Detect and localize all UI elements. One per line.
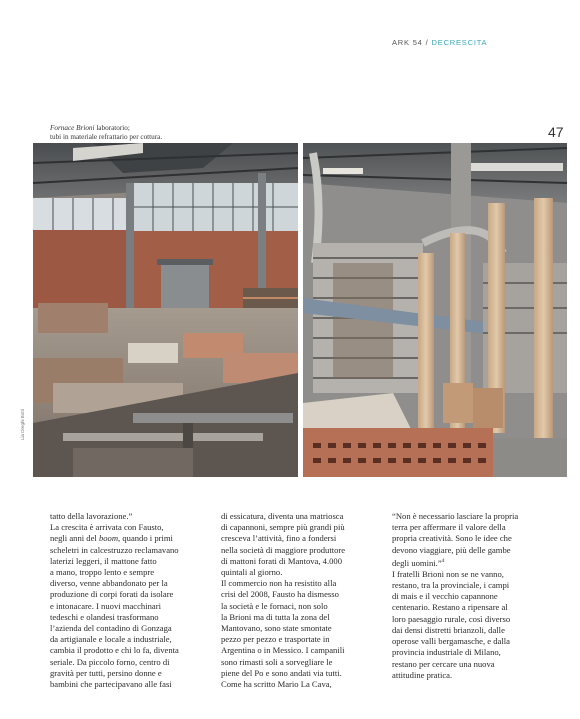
section-label: DECRESCITA — [431, 38, 488, 47]
text-line: Come ha scritto Mario La Cava, — [221, 679, 332, 690]
text-line: produzione di corpi forati da isolare — [50, 589, 174, 600]
text-line — [50, 533, 210, 544]
text-line: dai densi distretti brianzoli, dalle — [392, 624, 505, 635]
text-line: seriale. Da piccolo forno, centro di — [50, 656, 170, 667]
text-segment: degli uomini.” — [392, 557, 442, 568]
caption-rest: laboratorio; — [94, 124, 130, 132]
running-head — [392, 38, 487, 47]
page-number: 47 — [548, 124, 564, 140]
caption-line2: tubi in materiale refrattario per cottura. — [50, 133, 163, 141]
text-line: a mano, troppo lento e sempre — [50, 567, 155, 578]
text-line: provincia industriale di Milano, — [392, 647, 501, 658]
text-line: quintali al giorno. — [221, 567, 283, 578]
text-line: tatto della lavorazione.” — [50, 511, 133, 521]
text-line: restano, tra la provinciale, i campi — [392, 580, 510, 591]
text-segment: , quando i primi — [118, 533, 173, 544]
body-column-2 — [221, 511, 381, 690]
text-segment: negli anni del — [50, 533, 99, 544]
text-line — [392, 556, 552, 569]
text-line: crisi del 2008, Fausto ha dismesso — [221, 589, 339, 600]
text-line: restano per cercare una nuova — [392, 658, 495, 669]
text-line: la Brioni ma di tutta la zona del — [221, 611, 330, 622]
text-line: e intonacare. I nuovi macchinari — [50, 600, 161, 611]
caption-name: Fornace Brioni — [50, 124, 95, 132]
photo-credit: Lia Dreghi Botti — [20, 409, 25, 440]
text-line: pezzo per pezzo e trasportate in — [221, 634, 330, 645]
text-line: propria creatività. Sono le idee che — [392, 533, 512, 544]
text-line: Il commercio non ha resistito alla — [221, 578, 337, 589]
text-line: di essicatura, diventa una matriosca — [221, 511, 344, 521]
text-line: laterizi leggeri, il mattone fatto — [50, 555, 157, 566]
text-line: cresceva l’attività, fino a fondersi — [221, 533, 337, 544]
factory-hall-photo — [33, 143, 298, 477]
body-column-3 — [392, 511, 552, 681]
text-line: gravità per tutti, persino donne e — [50, 667, 162, 678]
footnote-marker: 4 — [441, 557, 445, 564]
refractory-tubes-illustration — [303, 143, 567, 477]
text-line: “Non è necessario lasciare la propria — [392, 511, 519, 521]
italic-term: boom — [98, 533, 119, 544]
text-line: piene del Po e sono andati via tutti. — [221, 667, 342, 678]
text-line: operose valli bergamasche, e dalla — [392, 636, 510, 647]
text-line: Argentina o in Messico. I campanili — [221, 645, 345, 656]
body-column-1 — [50, 511, 210, 690]
text-line: terra per affermare il valore della — [392, 522, 506, 533]
text-line: cambia il prodotto e chi lo fa, diventa — [50, 645, 179, 656]
text-line: di capannoni, sempre più grandi più — [221, 522, 345, 533]
text-line: da artigianale e locale a industriale, — [50, 634, 172, 645]
text-line: di mattoni forati di Mantova, 4.000 — [221, 555, 343, 566]
publication-label: ARK 54 — [392, 38, 423, 47]
text-line: centenario. Restano a ripensare al — [392, 602, 508, 613]
text-line: bambini che partecipavano alle fasi — [50, 679, 172, 690]
photo-caption — [50, 124, 230, 142]
text-line: sono rimasti soli a sorvegliare le — [221, 656, 333, 667]
text-line: La crescita è arrivata con Fausto, — [50, 522, 164, 533]
text-line: l’azienda del contadino di Gonzaga — [50, 623, 172, 634]
text-line: Mantovano, sono state smontate — [221, 623, 332, 634]
text-line: attitudine pratica. — [392, 669, 453, 680]
text-line: scheletri in calcestruzzo reclamavano — [50, 544, 179, 555]
text-line: I fratelli Brioni non se ne vanno, — [392, 568, 504, 579]
header-separator: / — [425, 38, 429, 47]
refractory-tubes-photo — [303, 143, 567, 477]
text-line: diverso, venne abbandonato per la — [50, 578, 168, 589]
text-line: tedeschi e olandesi trasformano — [50, 611, 159, 622]
text-line: devono viaggiare, più delle gambe — [392, 544, 511, 555]
factory-hall-illustration — [33, 143, 298, 477]
text-line: nella società di maggiore produttore — [221, 544, 346, 555]
text-line: la società e le fornaci, non solo — [221, 600, 328, 611]
text-line: loro paesaggio rurale, così diverso — [392, 613, 511, 624]
text-line: di mais e il vecchio capannone — [392, 591, 498, 602]
